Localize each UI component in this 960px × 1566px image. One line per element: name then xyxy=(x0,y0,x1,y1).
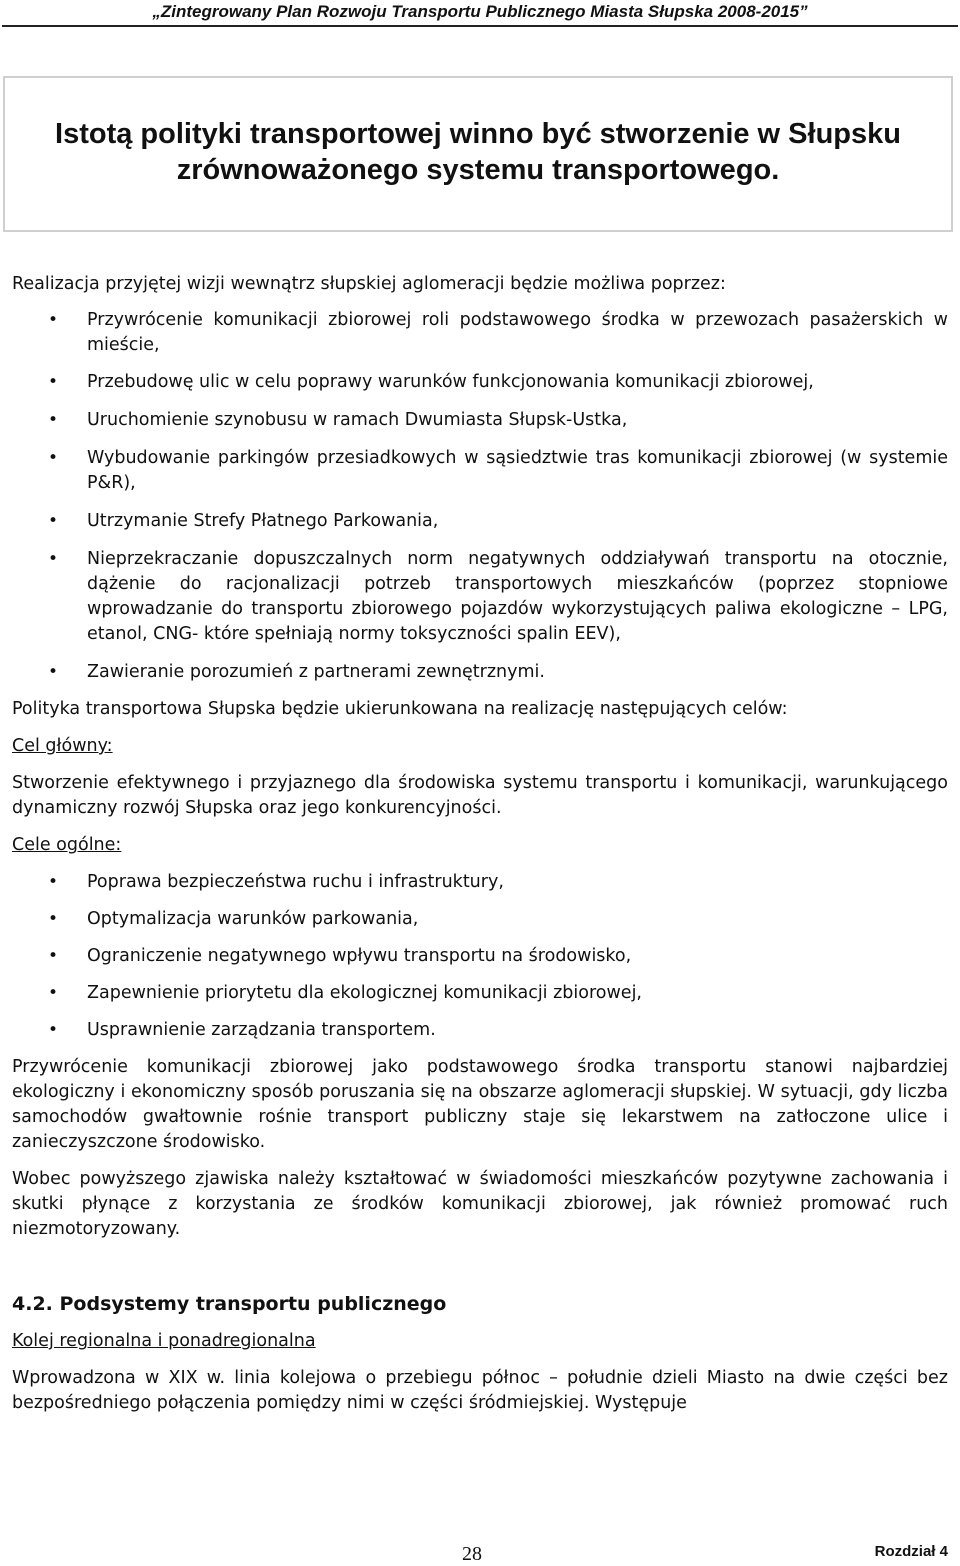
section-title: 4.2. Podsystemy transportu publicznego xyxy=(12,1293,447,1315)
goals-list xyxy=(12,870,948,1043)
bullet-icon: • xyxy=(48,662,59,682)
railway-paragraph: Wprowadzona w XIX w. linia kolejowa o przebiegu północ – południe dzieli Miasto na dwie części bez bezpośredniego połączenia pomiędzy nimi w części śródmiejskiej. Występuje xyxy=(12,1368,948,1413)
awareness-paragraph: Wobec powyższego zjawiska należy kształtować w świadomości mieszkańców pozytywne zachowania i skutki płynące z korzystania ze środków komunikacji zbiorowej, jak również promować ruch niezmotoryzowany. xyxy=(12,1169,948,1239)
list-item: • Utrzymanie Strefy Płatnego Parkowania, xyxy=(12,509,948,534)
chapter-label: Rozdział 4 xyxy=(874,1543,948,1560)
bullet-icon: • xyxy=(48,549,59,569)
bullet-icon: • xyxy=(48,511,59,531)
list-item: • Wybudowanie parkingów przesiadkowych w sąsiedztwie tras komunikacji zbiorowej (w systemie P&R), xyxy=(48,448,948,493)
list-item: • Przebudowę ulic w celu poprawy warunków funkcjonowania komunikacji zbiorowej, xyxy=(12,370,948,395)
list-item: • Optymalizacja warunków parkowania, xyxy=(12,907,948,932)
list-item: • Ograniczenie negatywnego wpływu transportu na środowisko, xyxy=(12,944,948,969)
main-goal-label: Cel główny: xyxy=(12,736,113,756)
bullet-icon: • xyxy=(48,410,59,430)
header-rule xyxy=(2,25,958,27)
list-item: • Przywrócenie komunikacji zbiorowej roli podstawowego środka w przewozach pasażerskich w mieście, xyxy=(48,310,948,355)
bullet-icon: • xyxy=(48,1020,59,1040)
bullet-icon: • xyxy=(48,448,59,468)
policy-paragraph: Polityka transportowa Słupska będzie ukierunkowana na realizację następujących celów: xyxy=(12,699,788,719)
bullet-icon: • xyxy=(48,372,59,392)
page-header-title: „Zintegrowany Plan Rozwoju Transportu Publicznego Miasta Słupska 2008-2015” xyxy=(152,2,808,21)
bullet-icon: • xyxy=(48,872,59,892)
measures-list xyxy=(12,308,948,685)
page-number: 28 xyxy=(462,1543,482,1565)
bullet-icon: • xyxy=(48,310,59,330)
highlight-text: Istotą polityki transportowej winno być stworzenie w Słupsku zrównoważonego systemu transportowego. xyxy=(55,118,901,186)
bullet-icon: • xyxy=(48,909,59,929)
subsection-title: Kolej regionalna i ponadregionalna xyxy=(12,1331,316,1351)
list-item: • Zawieranie porozumień z partnerami zewnętrznymi. xyxy=(12,660,948,685)
bullet-icon: • xyxy=(48,946,59,966)
bullet-icon: • xyxy=(48,983,59,1003)
transport-paragraph: Przywrócenie komunikacji zbiorowej jako podstawowego środka transportu stanowi najbardziej ekologiczny i ekonomiczny sposób poruszania się na obszarze aglomeracji słupskiej. W sytuacji, gdy liczba samochodów gwałtownie rośnie transport publiczny staje się lekarstwem na zatłoczone ulice i zanieczyszczone środowisko. xyxy=(12,1057,948,1152)
main-goal-text: Stworzenie efektywnego i przyjaznego dla środowiska systemu transportu i komunikacji, warunkującego dynamiczny rozwój Słupska oraz jego konkurencyjności. xyxy=(12,773,948,818)
list-item: • Poprawa bezpieczeństwa ruchu i infrastruktury, xyxy=(12,870,948,895)
list-item: • Zapewnienie priorytetu dla ekologicznej komunikacji zbiorowej, xyxy=(12,981,948,1006)
list-item: • Usprawnienie zarządzania transportem. xyxy=(12,1018,948,1043)
list-item: • Uruchomienie szynobusu w ramach Dwumiasta Słupsk-Ustka, xyxy=(12,408,948,433)
list-item: • Nieprzekraczanie dopuszczalnych norm negatywnych oddziaływań transportu na otocznie, dążenie do racjonalizacji potrzeb transportowych mieszkańców (poprzez stopniowe wprowadzanie do transportu zbiorowego pojazdów wykorzystujących paliwa ekologiczne – LPG, etanol, CNG- które spełniają normy toksyczności spalin EEV), xyxy=(48,549,948,644)
intro-paragraph: Realizacja przyjętej wizji wewnątrz słupskiej aglomeracji będzie możliwa poprzez: xyxy=(12,274,726,294)
general-goals-label: Cele ogólne: xyxy=(12,835,122,855)
document-body xyxy=(12,272,948,1416)
highlight-box xyxy=(3,76,953,232)
